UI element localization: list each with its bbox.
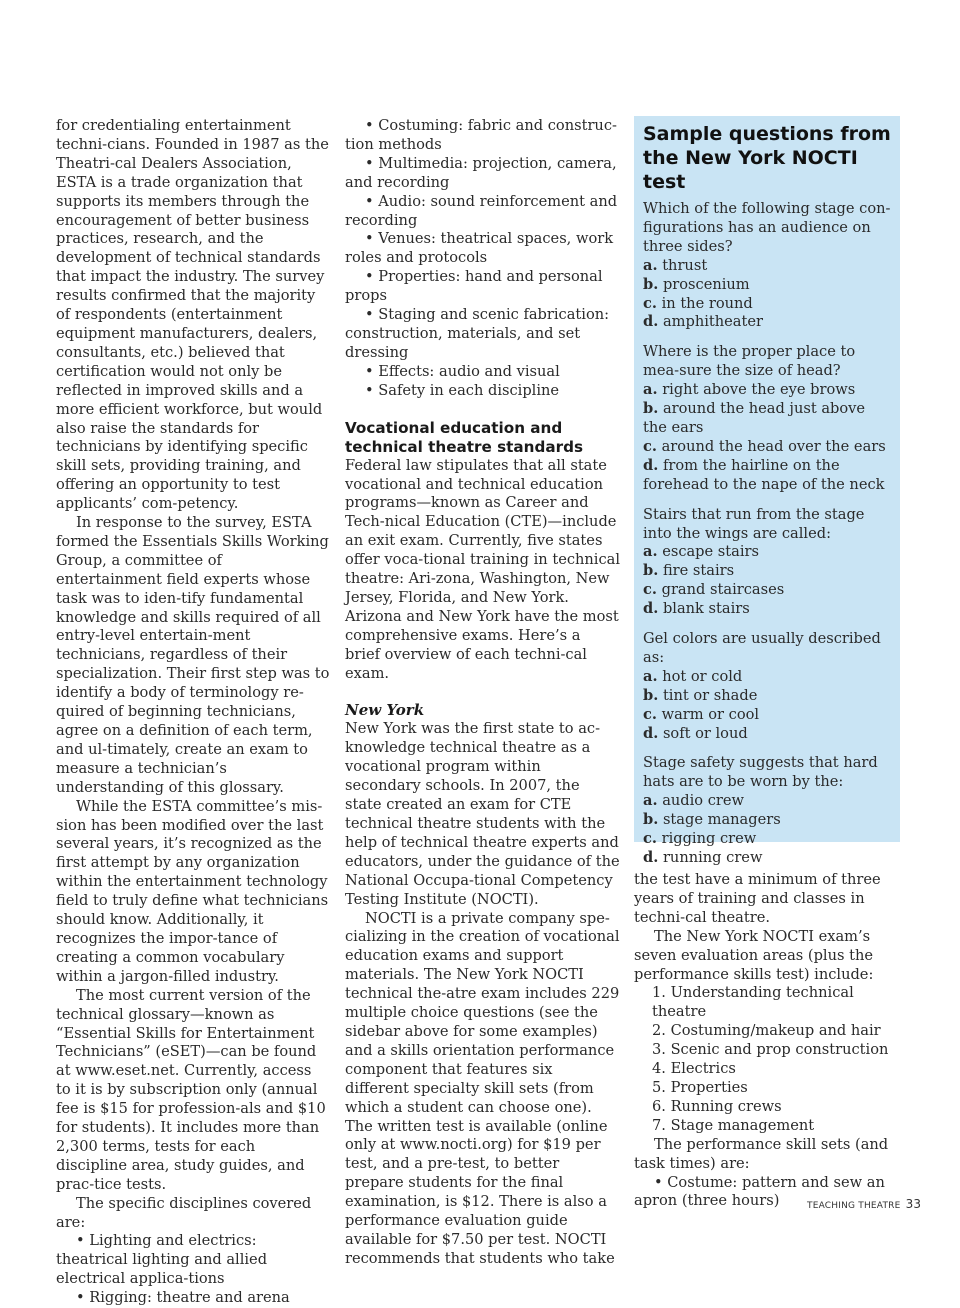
question-text: Stairs that run from the stage into the wings are called: (643, 505, 865, 542)
section-heading (345, 419, 620, 457)
sample-questions-sidebar (634, 116, 900, 866)
answer-option (643, 687, 892, 706)
answer-option (643, 668, 892, 687)
question-list (643, 200, 892, 868)
answer-option (643, 543, 892, 562)
answer-option (643, 792, 892, 811)
col1-paragraph: The most current version of the technical glossary—known as “Essential Skills for Entertainment Technicians” (eSET)—can be found at www.eset.net. Currently, access to it is by subscription only (annual fee is $15 for profession-als and $10 for students). It includes more than 2,300 terms, tests for each discipline area, study guides, and prac-tice tests. (56, 986, 326, 1193)
discipline-bullet: • Safety in each discipline (365, 381, 560, 399)
answer-option (643, 276, 892, 295)
answer-letter: c. (643, 705, 657, 723)
answer-text: blank stairs (662, 600, 750, 618)
answer-letter: d. (643, 724, 659, 742)
answer-option (643, 295, 892, 314)
answer-text: running crew (662, 849, 763, 866)
answer-text: around the head over the ears (661, 437, 886, 455)
col1-paragraph: While the ESTA committee’s mis-sion has been modified over the last several years, it’s recognized as the first attempt by any organization within the entertainment technology field to truly define what technicians should know. Additionally, it recognizes the impor-tance of creating a common vocabulary within a jargon-filled industry. (56, 797, 329, 985)
answer-option (643, 381, 892, 400)
answer-letter: c. (643, 830, 657, 848)
answer-text: audio crew (662, 792, 744, 810)
answer-letter: b. (643, 562, 659, 580)
list-item: 7. Stage management (652, 1116, 815, 1134)
answer-letter: b. (643, 275, 659, 293)
answer-letter: d. (643, 600, 659, 618)
answer-text: from the hairline on the forehead to the nape of the neck (643, 456, 885, 493)
answer-text: warm or cool (661, 705, 760, 723)
list-item: 1. Understanding technical theatre (652, 984, 854, 1021)
answer-text: stage managers (662, 811, 781, 829)
col3-paragraph: the test have a minimum of three years of training and classes in techni-cal theatre. (634, 871, 881, 926)
column-3 (634, 871, 904, 1211)
answer-option (643, 811, 892, 830)
question-block (643, 630, 892, 743)
discipline-bullet: • Properties: hand and personal props (345, 268, 603, 305)
answer-text: in the round (661, 294, 753, 312)
answer-letter: a. (643, 543, 658, 561)
answer-option (643, 600, 892, 619)
question-block (643, 200, 892, 332)
question-text: Stage safety suggests that hard hats are to be worn by the: (643, 754, 878, 791)
answer-option (643, 581, 892, 600)
list-item: 3. Scenic and prop construction (652, 1041, 889, 1059)
list-item: 2. Costuming/makeup and hair (652, 1022, 881, 1040)
answer-option (643, 438, 892, 457)
answer-text: thrust (662, 256, 708, 274)
answer-letter: d. (643, 313, 659, 331)
discipline-bullet: • Rigging: theatre and arena (76, 1289, 290, 1307)
answer-letter: b. (643, 811, 659, 829)
answer-text: rigging crew (661, 830, 757, 848)
section-heading-line-2: technical theatre standards (345, 437, 583, 456)
question-text: Gel colors are usually described as: (643, 630, 881, 666)
discipline-bullet: • Audio: sound reinforcement and recording (345, 192, 618, 229)
column-2 (345, 117, 620, 1269)
col3-paragraph: The performance skill sets (and task times) are: (634, 1135, 889, 1172)
answer-letter: a. (643, 667, 658, 685)
answer-letter: b. (643, 686, 659, 704)
col1-paragraph: The specific disciplines covered are: (56, 1194, 312, 1231)
question-block (643, 343, 892, 494)
page-number: 33 (905, 1197, 922, 1211)
sidebar-title-line-1: Sample questions from (643, 123, 891, 145)
answer-letter: d. (643, 456, 659, 474)
ny-paragraph: NOCTI is a private company spe-cializing in the creation of vocational education exams and support materials. The New York NOCTI technical the-atre exam includes 229 multiple choice questions (see the sidebar above for some examples) and a skills orientation performance component that features six different specialty skill sets (from which a student can choose one). The written test is available (online only at www.nocti.org) for $19 per test, and a pre-test, to better prepare students for the final examination, is $12. There is also a performance evaluation guide available for $7.50 per test. NOCTI recommends that students who take (345, 909, 620, 1267)
answer-letter: c. (643, 437, 657, 455)
list-item: 4. Electrics (652, 1060, 736, 1078)
answer-text: right above the eye brows (662, 381, 856, 399)
question-block (643, 506, 892, 619)
page-footer (807, 1197, 922, 1211)
col1-paragraph: for credentialing entertainment techni-cians. Founded in 1987 as the Theatri-cal Dealers Association, ESTA is a trade organization that supports its members through the encouragement of better business practices, research, and the development of technical standards that impact the industry. The survey results confirmed that the majority of respondents (entertainment equipment manufacturers, dealers, consultants, etc.) believed that certification would not only be reflected in improved skills and a more efficient workforce, but would also raise the standards for technicians by identifying specific skill sets, providing training, and offering an opportunity to test applicants’ com-petency. (56, 117, 329, 513)
list-item: 6. Running crews (652, 1097, 782, 1115)
answer-text: around the head just above the ears (643, 400, 866, 436)
discipline-bullet: • Venues: theatrical spaces, work roles and protocols (345, 230, 614, 267)
column-1 (56, 117, 330, 1308)
answer-text: proscenium (662, 275, 750, 293)
answer-text: tint or shade (662, 686, 758, 704)
answer-option (643, 257, 892, 276)
answer-letter: a. (643, 256, 658, 274)
answer-option (643, 457, 892, 495)
answer-letter: c. (643, 294, 657, 312)
answer-option (643, 849, 892, 868)
answer-option (643, 313, 892, 332)
answer-text: grand staircases (661, 581, 785, 599)
discipline-bullet: • Staging and scenic fabrication: construction, materials, and set dressing (345, 306, 610, 361)
answer-text: hot or cold (662, 667, 743, 685)
answer-text: escape stairs (662, 543, 759, 561)
question-block (643, 754, 892, 867)
answer-letter: b. (643, 400, 659, 418)
discipline-bullet: • Costuming: fabric and construc-tion methods (345, 117, 617, 153)
answer-letter: a. (643, 381, 658, 399)
discipline-bullet: • Effects: audio and visual (365, 362, 560, 380)
list-item: 5. Properties (652, 1078, 748, 1096)
section-heading-line-1: Vocational education and (345, 418, 563, 437)
answer-text: amphitheater (662, 313, 763, 331)
subheading-new-york: New York (345, 701, 425, 720)
answer-letter: a. (643, 792, 658, 810)
magazine-name: TEACHING THEATRE (807, 1201, 901, 1211)
question-text: Where is the proper place to mea-sure the size of head? (643, 343, 856, 380)
section-paragraph: Federal law stipulates that all state vocational and technical education programs—known as Career and Tech-nical Education (CTE)—include an exit exam. Currently, five states offer voca-tional training in technical theatre: Ari-zona, Washington, New Jersey, Florida, and New York. Arizona and New York have the most comprehensive exams. Here’s a brief overview of each techni-cal exam. (345, 456, 621, 682)
sidebar-title (643, 122, 892, 194)
discipline-bullet: • Lighting and electrics: theatrical lighting and allied electrical applica-tions (56, 1232, 268, 1288)
answer-option (643, 706, 892, 725)
discipline-bullet: • Multimedia: projection, camera, and recording (345, 154, 617, 191)
answer-option (643, 400, 892, 438)
answer-option (643, 830, 892, 849)
answer-letter: d. (643, 849, 659, 866)
col1-paragraph: In response to the survey, ESTA formed the Essentials Skills Working Group, a committee of entertainment field experts whose task was to iden-tify fundamental knowledge and skills required of all entry-level entertain-ment technicians, regardless of their specialization. Their first step was to identify a body of terminology re-quired of beginning technicians, agree on a definition of each term, and ul-timately, create an exam to measure a technician’s understanding of this glossary. (56, 514, 330, 796)
evaluation-area-list (634, 984, 904, 1135)
answer-text: fire stairs (662, 562, 735, 580)
answer-letter: c. (643, 581, 657, 599)
answer-text: soft or loud (662, 724, 748, 742)
sidebar-title-line-2: the New York NOCTI test (643, 147, 858, 193)
col3-paragraph: The New York NOCTI exam’s seven evaluation areas (plus the performance skills test) include: (634, 927, 874, 983)
question-text: Which of the following stage con-figurations has an audience on three sides? (643, 200, 891, 255)
ny-paragraph: New York was the first state to ac-knowledge technical theatre as a vocational program within secondary schools. In 2007, the state created an exam for CTE technical theatre students with the help of technical theatre experts and educators, under the guidance of the National Occupa-tional Competency Testing Institute (NOCTI). (345, 720, 620, 908)
answer-option (643, 562, 892, 581)
skill-set-bullet: • Costume: pattern and sew an apron (three hours) (634, 1173, 885, 1210)
answer-option (643, 725, 892, 744)
